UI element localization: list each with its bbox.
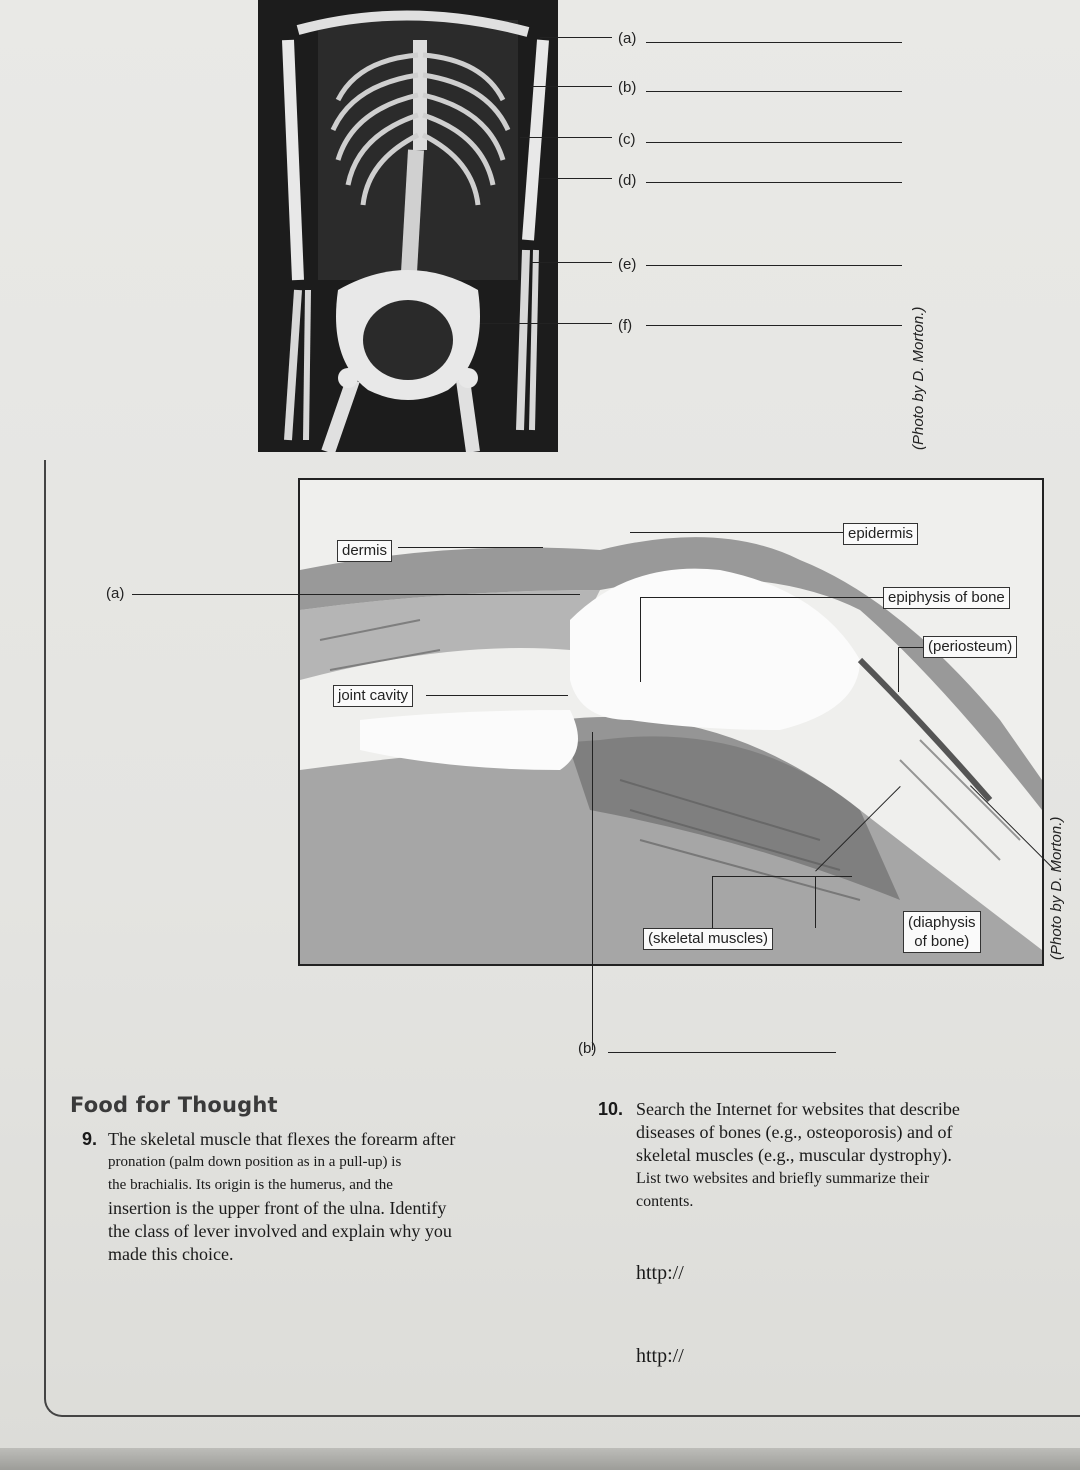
label-dermis: dermis [337,540,392,562]
answer-url-1[interactable]: http:// [636,1262,684,1284]
leader-periosteum-vertical [898,647,899,692]
skeleton-label-e: (e) [618,256,637,273]
leader-line-b [530,86,612,87]
question-9-line: insertion is the upper front of the ulna. Identify [108,1198,447,1218]
skeleton-label-a: (a) [618,30,637,47]
leader-dermis [398,547,543,548]
leader-a [132,594,580,595]
label-diaphysis-line2: of bone) [914,933,970,950]
question-9-number: 9. [82,1129,98,1149]
label-joint-cavity: joint cavity [333,685,413,707]
tissue-label-a: (a) [106,585,125,602]
question-9-text [108,1128,568,1266]
leader-muscles-left [712,876,713,928]
label-diaphysis-line1: (diaphysis [908,914,976,931]
answer-line-b[interactable] [646,91,902,92]
question-10-line: skeletal muscles (e.g., muscular dystrophy). [636,1145,952,1165]
leader-muscles-right [815,876,816,928]
skeleton-photo [258,0,558,452]
skeleton-label-d: (d) [618,172,637,189]
skeleton-label-b: (b) [618,79,637,96]
leader-line-f [480,323,612,324]
label-epidermis: epidermis [843,523,918,545]
leader-epiphysis [640,597,883,598]
question-10-text [636,1098,1076,1213]
question-10-number: 10. [598,1099,624,1119]
question-9-line: made this choice. [108,1244,234,1264]
leader-epidermis [630,532,843,533]
question-9-line: pronation (palm down position as in a pull-up) is [108,1154,402,1170]
leader-line-d [540,178,612,179]
food-for-thought-heading: Food for Thought [70,1093,278,1117]
leader-line-a [540,37,612,38]
question-9-line: The skeletal muscle that flexes the forearm after [108,1129,456,1149]
table-edge [0,1448,1080,1470]
question-10-line: List two websites and briefly summarize their [636,1170,930,1187]
question-9-line: the brachialis. Its origin is the humerus, and the [108,1177,393,1193]
joint-tissue-drawing [300,480,1042,964]
question-9-line: the class of lever involved and explain why you [108,1221,452,1241]
question-10-line: diseases of bones (e.g., osteoporosis) and of [636,1122,953,1142]
leader-joint-cavity [426,695,568,696]
leader-b-vertical [592,732,593,1050]
answer-line-a[interactable] [646,42,902,43]
leader-epiphysis-vertical [640,597,641,682]
label-epiphysis: epiphysis of bone [883,587,1010,609]
answer-url-2[interactable]: http:// [636,1345,684,1367]
joint-micrograph [298,478,1044,966]
photo-credit-tissue: (Photo by D. Morton.) [1048,816,1065,960]
label-periosteum: (periosteum) [923,636,1017,658]
skeleton-label-f: (f) [618,317,633,334]
answer-line-f[interactable] [646,325,902,326]
label-diaphysis [903,911,981,953]
answer-line-e[interactable] [646,265,902,266]
question-10-line: contents. [636,1193,694,1210]
leader-periosteum [898,647,923,648]
answer-line-c[interactable] [646,142,902,143]
leader-line-c [520,137,612,138]
answer-line-d[interactable] [646,182,902,183]
question-10-line: Search the Internet for websites that describe [636,1099,960,1119]
answer-line-tissue-b[interactable] [608,1052,836,1053]
skeleton-drawing [258,0,558,452]
label-skeletal-muscles: (skeletal muscles) [643,928,773,950]
skeleton-label-c: (c) [618,131,636,148]
photo-credit-skeleton: (Photo by D. Morton.) [910,306,927,450]
leader-muscles-top [712,876,852,877]
tissue-label-b: (b) [578,1040,597,1057]
leader-line-e [530,262,612,263]
